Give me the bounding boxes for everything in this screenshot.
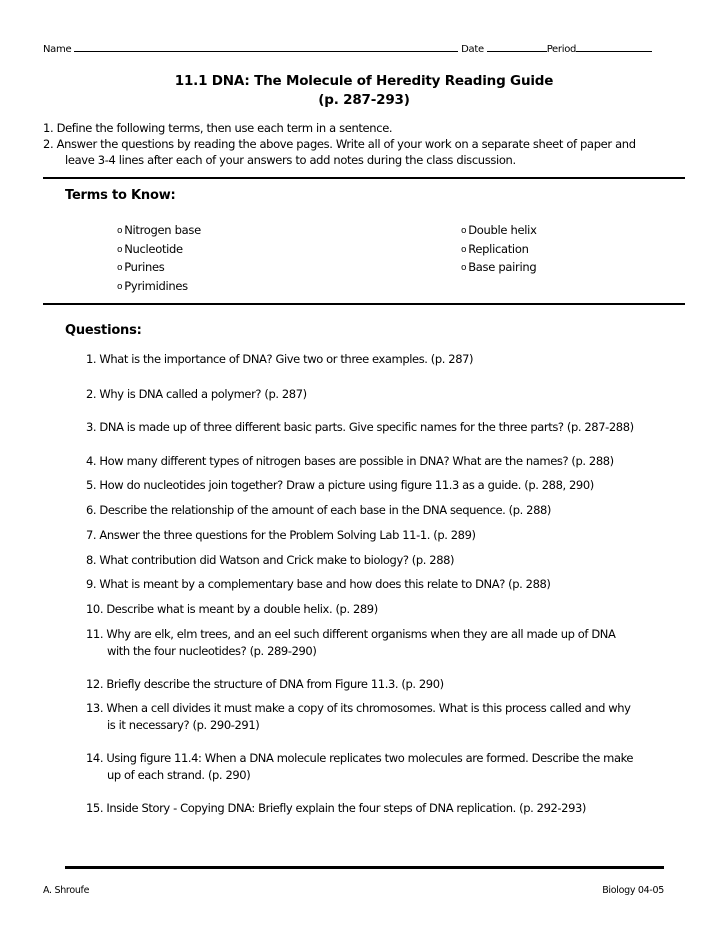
terms-right-column	[461, 222, 537, 278]
circle-bullet-icon: o	[461, 244, 467, 255]
term-item: o Nitrogen base	[117, 223, 201, 237]
header-fields	[43, 42, 652, 55]
footer-course: Biology 04-05	[602, 885, 664, 896]
circle-bullet-icon: o	[117, 263, 123, 273]
divider	[43, 177, 685, 179]
question-item: 8. What contribution did Watson and Crick make to biology? (p. 288)	[86, 553, 455, 567]
date-blank[interactable]	[487, 42, 547, 52]
instruction-2-cont: leave 3-4 lines after each of your answers to add notes during the class discussion.	[65, 153, 516, 167]
terms-left-column	[117, 222, 201, 296]
term-item: o Pyrimidines	[117, 278, 188, 293]
page-title: 11.1 DNA: The Molecule of Heredity Reading Guide	[174, 73, 554, 89]
question-item: 10. Describe what is meant by a double helix. (p. 289)	[86, 602, 378, 616]
instruction-2: 2. Answer the questions by reading the above pages. Write all of your work on a separate sheet of paper and	[43, 137, 636, 151]
question-item: 7. Answer the three questions for the Problem Solving Lab 11-1. (p. 289)	[86, 528, 476, 542]
questions-heading: Questions:	[65, 323, 142, 338]
circle-bullet-icon: o	[461, 226, 467, 236]
question-item: 14. Using figure 11.4: When a DNA molecule replicates two molecules are formed. Describe the make up of each strand. (p. 290)	[86, 751, 634, 782]
question-item: 4. How many different types of nitrogen bases are possible in DNA? What are the names? (p. 288)	[86, 454, 614, 468]
circle-bullet-icon: o	[461, 263, 467, 273]
instruction-1: 1. Define the following terms, then use each term in a sentence.	[43, 121, 393, 135]
question-item: 12. Briefly describe the structure of DNA from Figure 11.3. (p. 290)	[86, 677, 444, 691]
question-item: 2. Why is DNA called a polymer? (p. 287)	[86, 387, 307, 401]
question-item: 9. What is meant by a complementary base and how does this relate to DNA? (p. 288)	[86, 577, 551, 591]
question-item: 3. DNA is made up of three different basic parts. Give specific names for the three parts? (p. 287-288)	[86, 420, 634, 434]
term-item: o Purines	[117, 260, 165, 274]
circle-bullet-icon: o	[117, 226, 123, 236]
term-item: o Double helix	[461, 223, 537, 237]
circle-bullet-icon: o	[117, 244, 123, 255]
question-item: 13. When a cell divides it must make a copy of its chromosomes. What is this process called and why is it necessary? (p. 290-291)	[86, 701, 631, 732]
footer-author: A. Shroufe	[43, 885, 90, 896]
name-label: Name	[43, 44, 72, 55]
circle-bullet-icon: o	[117, 281, 123, 292]
question-item: 5. How do nucleotides join together? Draw a picture using figure 11.3 as a guide. (p. 288, 290)	[86, 478, 594, 492]
term-item: o Replication	[461, 241, 529, 256]
question-item: 11. Why are elk, elm trees, and an eel such different organisms when they are all made up of DNA with the four nucleotides? (p. 289-290)	[86, 627, 616, 658]
period-blank[interactable]	[576, 42, 652, 52]
page-subtitle: (p. 287-293)	[318, 92, 410, 108]
name-blank[interactable]	[74, 42, 458, 52]
question-item: 1. What is the importance of DNA? Give two or three examples. (p. 287)	[86, 352, 474, 366]
period-label: Period	[546, 44, 577, 55]
footer-divider	[65, 866, 664, 869]
date-label: Date	[461, 44, 484, 55]
terms-heading: Terms to Know:	[65, 188, 176, 203]
question-item: 6. Describe the relationship of the amount of each base in the DNA sequence. (p. 288)	[86, 503, 552, 517]
term-item: o Nucleotide	[117, 241, 183, 256]
divider	[43, 303, 685, 305]
term-item: o Base pairing	[461, 260, 537, 274]
question-item: 15. Inside Story - Copying DNA: Briefly explain the four steps of DNA replication. (p. 292-293)	[86, 801, 587, 815]
